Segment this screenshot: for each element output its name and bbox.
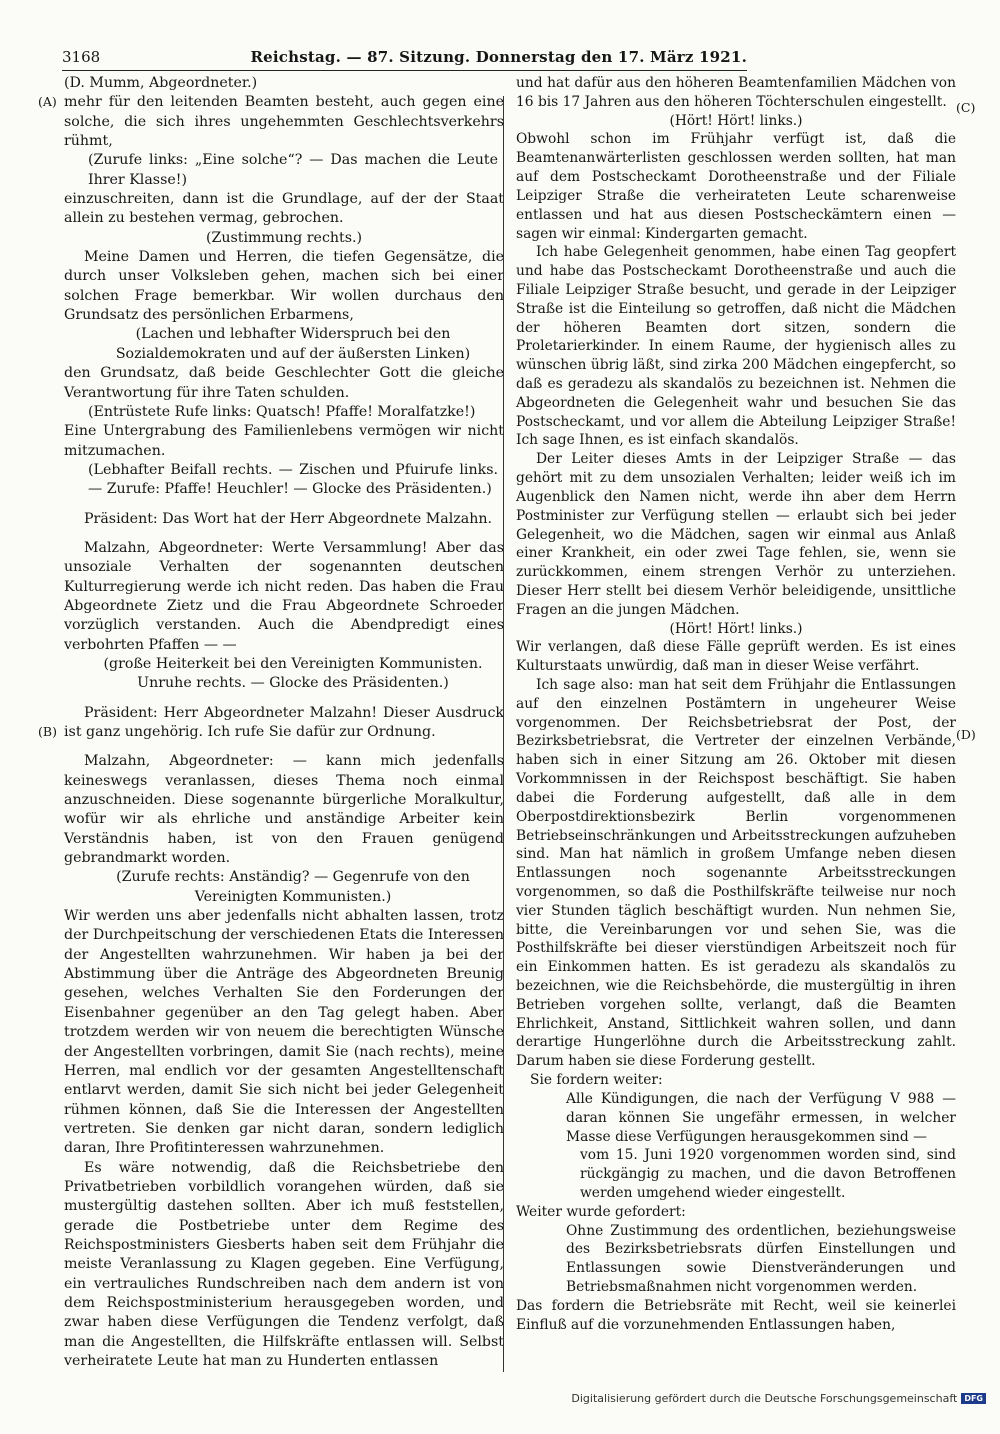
margin-marker-c: (C) xyxy=(956,100,976,115)
paragraph: und hat dafür aus den höheren Beamtenfamilien Mädchen von 16 bis 17 Jahren aus den höheren Töchterschulen eingestellt. xyxy=(516,75,956,110)
paragraph: (Hört! Hört! links.) xyxy=(669,620,803,637)
paragraph: vom 15. Juni 1920 vorgenommen worden sind, sind rückgängig zu machen, und die davon Betroffenen werden umgehend wieder eingestellt. xyxy=(580,1147,956,1201)
paragraph: (Lebhafter Beifall rechts. — Zischen und Pfuirufe links. — Zurufe: Pfaffe! Heuchler! — Glocke des Präsidenten.) xyxy=(88,461,498,498)
paragraph: Präsident: Herr Abgeordneter Malzahn! Dieser Ausdruck ist ganz ungehörig. Ich rufe Sie dafür zur Ordnung. xyxy=(64,704,504,740)
paragraph: (große Heiterkeit bei den Vereinigten Kommunisten. Unruhe rechts. — Glocke des Präsidenten.) xyxy=(103,655,483,692)
left-column xyxy=(64,74,504,1371)
paragraph: mehr für den leitenden Beamten besteht, auch gegen eine solche, die sich ihres ungehemmten Geschlechtsverkehrs rühmt, xyxy=(64,94,504,150)
page-header xyxy=(62,46,747,71)
paragraph: (Hört! Hört! links.) xyxy=(669,112,803,129)
paragraph: den Grundsatz, daß beide Geschlechter Gott die gleiche Verantwortung für ihre Taten schulden. xyxy=(64,365,504,401)
paragraph: Ich sage also: man hat seit dem Frühjahr die Entlassungen auf den einzelnen Postämtern in ungeheurer Weise vorgenommen. Der Reichsbetriebsrat der Post, der Bezirksbetriebsrat, die Vertreter der einzelnen Verbände, haben sich in einer Sitzung am 26. Oktober mit diesen Vorkommnissen in der Reichspost beschäftigt. Sie haben dabei die Forderung aufgestellt, daß alle in dem Oberpostdirektionsbezirk Berlin vorgenommenen Betriebseinschränkungen und Arbeitsstreckungen aufzuheben sind. Man hat nämlich in großem Umfange neben diesen Entlassungen noch sogenannte Arbeitsstreckungen vorgenommen, so daß die Posthilfskräfte teilweise nur noch vier Stunden täglich beschäftigt wurden. Nun nehmen Sie, bitte, die Vereinbarungen vor und sehen Sie, was die Posthilfskräfte bei dieser vierstündigen Arbeitszeit noch für ein Einkommen hatten. Es ist geradezu als skandalös zu bezeichnen, wie die Reichsbehörde, die mustergültig in ihren Betrieben vorgehen sollte, verlangt, daß die Beamten Ehrlichkeit, Anstand, Sittlichkeit wahren sollen, und dann derartige Hungerlöhne durch die Arbeitsstreckung zahlt. Darum haben sie diese Forderung gestellt. xyxy=(516,677,956,1070)
paragraph: Weiter wurde gefordert: xyxy=(516,1203,686,1220)
paragraph: (Zustimmung rechts.) xyxy=(205,229,363,246)
margin-marker-a: (A) xyxy=(38,94,57,109)
footer xyxy=(571,1392,986,1405)
page-number: 3168 xyxy=(62,48,101,66)
column-divider xyxy=(503,96,504,1372)
running-title: Reichstag. — 87. Sitzung. Donnerstag den 17. März 1921. xyxy=(250,48,747,66)
paragraph: Malzahn, Abgeordneter: — kann mich jedenfalls keineswegs veranlassen, dieses Thema noch einmal anzuschneiden. Diese sogenannte bürgerliche Moralkultur, wofür wir als ehrliche und anständige Arbeiter kein Verständnis haben, ist von den Frauen genügend gebrandmarkt worden. xyxy=(64,753,504,867)
margin-marker-d: (D) xyxy=(956,727,976,742)
paragraph: (Zurufe links: „Eine solche“? — Das machen die Leute Ihrer Klasse!) xyxy=(88,152,498,188)
paragraph: Wir werden uns aber jedenfalls nicht abhalten lassen, trotz der Durchpeitschung der verschiedenen Etats die Interessen der Angestellten wahrzunehmen. Wir haben ja bei der Abstimmung über die Anträge des Abgeordneten Breunig gesehen, welches Verhalten Sie den Forderungen der Eisenbahner gegenüber an den Tag gelegt haben. Aber trotzdem werden wir von neuem die berechtigten Wünsche der Angestellten vorbringen, damit Sie (nach rechts), meine Herren, mal endlich vor der gesamten Angestelltenschaft entlarvt werden, damit Sie sich nicht bei jeder Gelegenheit rühmen können, daß Sie die Interessen der Angestellten vertreten. Sie denken gar nicht daran, sondern lediglich daran, Ihre Profitinteressen wahrzunehmen. xyxy=(64,908,504,1157)
paragraph: Obwohl schon im Frühjahr verfügt ist, daß die Beamtenanwärterlisten geschlossen werden sollten, hat man auf dem Postscheckamt Dorotheenstraße und der Filiale Leipziger Straße die verheirateten Leute scharenweise entlassen und hat aus diesen Postscheckämtern einen — sagen wir einmal: Kindergarten gemacht. xyxy=(516,131,956,242)
paragraph: Sie fordern weiter: xyxy=(530,1072,663,1089)
footer-credit: Digitalisierung gefördert durch die Deutsche Forschungsgemeinschaft xyxy=(571,1392,958,1405)
right-column xyxy=(516,74,956,1334)
paragraph: Der Leiter dieses Amts in der Leipziger Straße — das gehört mit zu dem unsozialen Verhalten; leider weiß ich im Augenblick den Namen nicht, werde ihn aber dem Herrn Postminister zur Verfügung stellen — erlaubt sich bei jeder Gelegenheit, wo die Mädchen, sagen wir einmal aus Anlaß einer Krankheit, ein oder zwei Tage fehlen, sie, wenn sie zurückkommen, einem strengen Verhör zu unterziehen. Dieser Herr stellt bei diesem Verhör beleidigende, unsittliche Fragen an die jungen Mädchen. xyxy=(516,451,956,618)
dfg-logo: DFG xyxy=(961,1393,986,1404)
paragraph: Alle Kündigungen, die nach der Verfügung V 988 — daran können Sie ungefähr ermessen, in welcher Masse diese Verfügungen herausgekommen sind — xyxy=(566,1090,956,1145)
paragraph: einzuschreiten, dann ist die Grundlage, auf der der Staat allein zu bestehen vermag, gebrochen. xyxy=(64,191,504,227)
paragraph: (Entrüstete Rufe links: Quatsch! Pfaffe! Moralfatzke!) xyxy=(88,403,476,420)
paragraph: (Lachen und lebhafter Widerspruch bei den Sozialdemokraten und auf der äußersten Linken) xyxy=(115,326,471,362)
paragraph: Meine Damen und Herren, die tiefen Gegensätze, die durch unser Volksleben gehen, machen sich bei einer solchen Frage bemerkbar. Wir wollen durchaus den Grundsatz des persönlichen Erbarmens, xyxy=(64,249,504,324)
paragraph: Wir verlangen, daß diese Fälle geprüft werden. Es ist eines Kulturstaats unwürdig, daß man in dieser Weise verfährt. xyxy=(516,639,956,675)
paragraph: Malzahn, Abgeordneter: Werte Versammlung! Aber das unsoziale Verhalten der sogenannten deutschen Kulturregierung werde ich nicht reden. Das haben die Frau Abgeordnete Zietz und die Frau Abgeordnete Schroeder vorzüglich verstanden. Auch die Abendpredigt eines verbohrten Pfaffen — — xyxy=(64,539,504,653)
paragraph: Präsident: Das Wort hat der Herr Abgeordnete Malzahn. xyxy=(84,510,493,527)
paragraph: Ich habe Gelegenheit genommen, habe einen Tag geopfert und habe das Postscheckamt Dorotheenstraße und auch die Filiale Leipziger Straße besucht, und gerade in der Leipziger Straße ist die Einteilung so getroffen, daß nicht die Mädchen der höheren Beamten dort sitzen, sondern die Proletarierkinder. In einem Raume, der hygienisch alles zu wünschen übrig läßt, sind zirka 200 Mädchen eingepfercht, so daß es geradezu als skandalös zu bezeichnen ist. Nehmen die Abgeordneten die Gelegenheit wahr und besuchen Sie das Postscheckamt, und vor allem die Abteilung Leipziger Straße! Ich sage Ihnen, es ist einfach skandalös. xyxy=(516,244,956,449)
paragraph: Ohne Zustimmung des ordentlichen, beziehungsweise des Bezirksbetriebsrats dürfen Einstellungen und Entlassungen sowie Dienstveränderungen und Betriebsmaßnahmen nicht vorgenommen werden. xyxy=(566,1222,956,1295)
paragraph: Es wäre notwendig, daß die Reichsbetriebe den Privatbetrieben vorbildlich vorangehen würden, daß sie mustergültig dastehen sollten. Aber ich muß feststellen, gerade die Postbetriebe unter dem Regime des Reichspostministers Giesberts haben seit dem Frühjahr die meiste Veranlassung zu Klagen gegeben. Eine Verfügung, ein vertrauliches Rundschreiben nach dem andern ist von dem Reichspostministerium herausgegeben worden, und zwar haben diese Verfügungen die Tendenz verfolgt, daß man die Angestellten, die Hilfskräfte entlassen will. Selbst verheiratete Leute hat man zu Hunderten entlassen xyxy=(64,1159,504,1369)
margin-marker-b: (B) xyxy=(38,724,57,739)
paragraph: (D. Mumm, Abgeordneter.) xyxy=(64,75,258,91)
paragraph: Eine Untergrabung des Familienlebens vermögen wir nicht mitzumachen. xyxy=(64,423,504,459)
paragraph: Das fordern die Betriebsräte mit Recht, weil sie keinerlei Einfluß auf die vorzunehmenden Entlassungen haben, xyxy=(516,1297,956,1333)
paragraph: (Zurufe rechts: Anständig? — Gegenrufe von den Vereinigten Kommunisten.) xyxy=(116,869,470,905)
